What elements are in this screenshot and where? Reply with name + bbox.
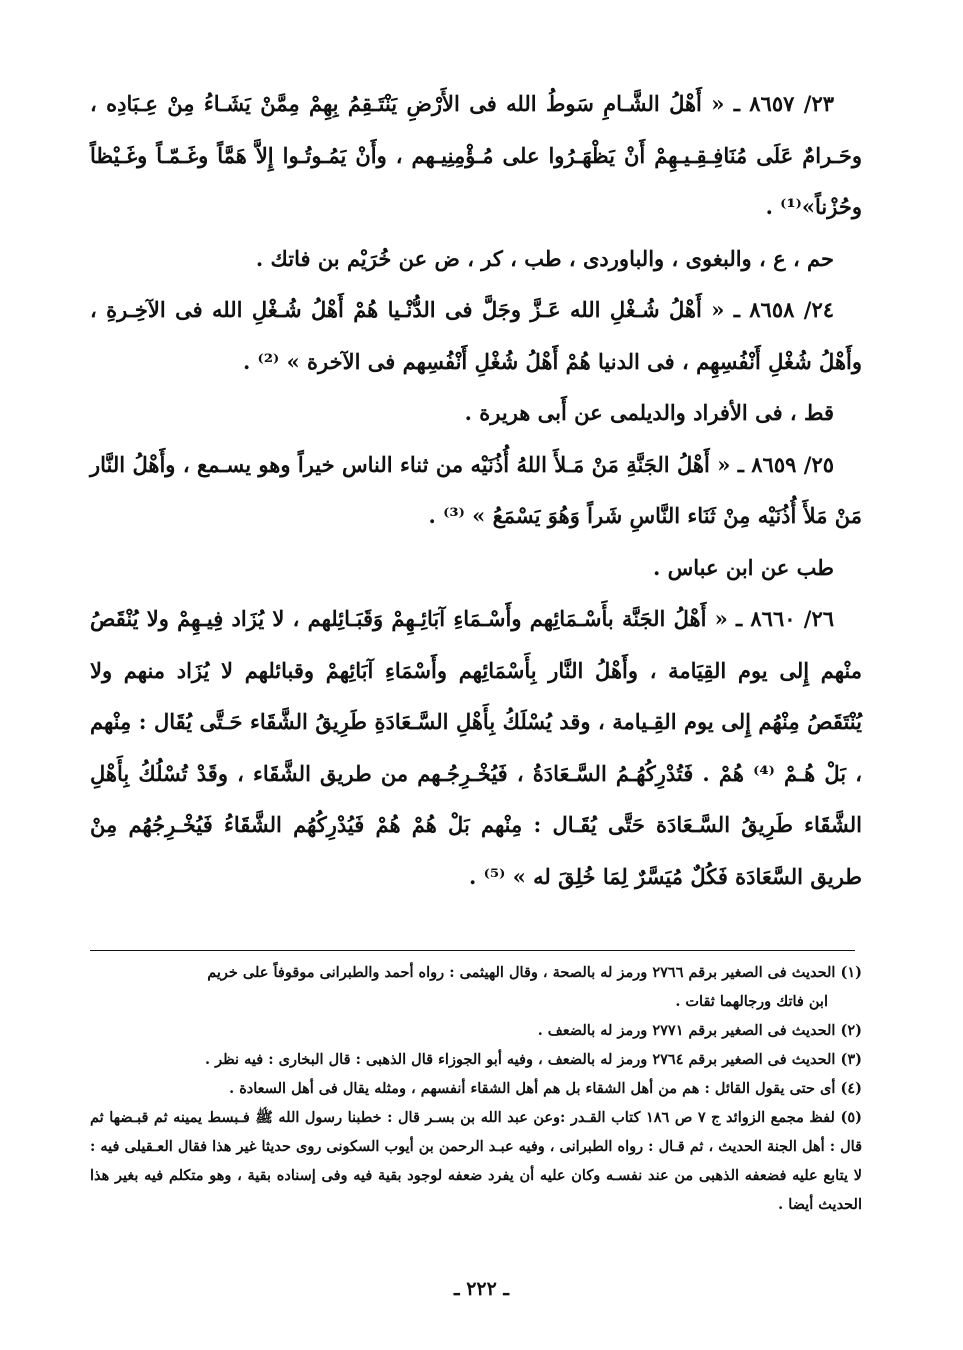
hadith-8657: ٢٣/ ٨٦٥٧ ـ « أَهْلُ الشَّـامِ سَوطُ الله فى الأَرْضِ يَنْتَـقِمُ بِهِمْ مِمَّنْ يَشَـاءُ مِنْ عِـبَادِه ، وحَـرامٌ عَلَى مُنَافِـقِـيـهِمْ أَنْ يَظْهَـرُوا على مُـؤْمِنِيـهم ، وأَنْ يَمُـوتُـوا إِلاَّ هَمَّاً وغَـمّـاً وغَـيْظاً وحُزْناً»⁽¹⁾ . (90, 91, 862, 219)
footnote-4: (٤) أى حتى يقول القائل : هم من أهل الشقاء بل هم أهل الشقاء أنفسهم ، ومثله يقال فى أهل السعادة . (229, 1080, 862, 1097)
main-text (90, 78, 862, 902)
footnote-3: (٣) الحديث فى الصغير برقم ٢٧٦٤ ورمز له بالضعف ، وفيه أبو الجوزاء قال الذهبى : قال البخارى : فيه نظر . (205, 1051, 862, 1068)
hadith-8659: ٢٥/ ٨٦٥٩ ـ « أَهْلُ الجَنَّةِ مَنْ مَـلأَ اللهُ أُذُنَيْه من ثناء الناس خيراً وهو يسـمع ، وأَهْلُ النَّار مَنْ مَلأَ أُذُنَيْه مِنْ ثَنَاء النَّاسِ شَراً وَهُوَ يَسْمَعُ » ⁽³⁾ . (90, 451, 862, 528)
hadith-source-8657: حم ، ع ، والبغوى ، والباوردى ، طب ، كر ، ض عن خُرَيْم بن فاتك . (255, 245, 834, 271)
hadith-source-8659: طب عن ابن عباس . (653, 554, 834, 580)
page-number: ـ ٢٢٢ ـ (454, 1278, 509, 1300)
footnote-1-continuation: ابن فاتك ورجالهما ثقات . (675, 993, 828, 1010)
hadith-8660: ٢٦/ ٨٦٦٠ ـ « أَهْلُ الجَنَّة بأَسْـمَائِهم وأَسْـمَاءِ آبَائِـهِمْ وَقَبَـائِلهم ، لا يُزَاد فِيـهِمْ ولا يُنْقَصُ منْهم إِلى يوم القِيَامة ، وأَهْلُ النَّار بِأَسْمَائِهم وأَسْمَاءِ آبَائِهمْ وقبائلهم لا يُزَاد منهم ولا يُنْتَقَصُ مِنْهُم إِلى يوم القِـيامة ، وقد يُسْلَكُ بِأَهْلِ السَّـعَادَةِ طَرِيقُ الشَّقَاء حَـتَّى يُقَال : مِنْهم ، بَلْ هُـمْ ⁽⁴⁾ هُمْ . فَتُدْرِكُهُـمُ السَّـعَادَةُ ، فَيُخْـرِجُـهم من طريق الشَّقَاء ، وقَدْ تُسْلُكُ بِأَهْلِ الشَّقَاء طَرِيقُ السَّـعَادَة حَتَّى يُقَـال : مِنْهم بَلْ هُمْ هُمْ فَيُدْرِكُهُم الشَّقَاءُ فَيُخْـرِجُهُم مِنْ طريق السَّعَادَة فَكُلٌ مُيَسَّرٌ لِمَا خُلِقَ له » ⁽⁵⁾ . (90, 606, 862, 889)
footnote-2: (٢) الحديث فى الصغير برقم ٢٧٧١ ورمز له بالضعف . (537, 1022, 862, 1039)
footnote-5: (٥) لفظ مجمع الزوائد ج ٧ ص ١٨٦ كتاب القـدر :وعن عبد الله بن بسـر قال : خطبنا رسول الله ﷺ فـبسط يمينه ثم قبـضها ثم قال : أهل الجنة الحديث ، ثم قـال : رواه الطبرانى ، وفيه عبـد الرحمن بن أيوب السكونى روى حديثا غير هذا فقال العـقيلى فيه : لا يتابع عليه فضعفه الذهبى من عند نفسـه وكان عليه أن يفرد ضعفه لوجود بقية فيه وفى إسناده بقية ، وهو متكلم فيه بغير هذا الحديث أيضا . (90, 1109, 862, 1213)
footnote-separator (90, 950, 855, 951)
footnote-1: (١) الحديث فى الصغير برقم ٢٧٦٦ ورمز له بالصحة ، وقال الهيثمى : رواه أحمد والطبرانى موقوفاً على خريم (207, 964, 862, 981)
hadith-8658: ٢٤/ ٨٦٥٨ ـ « أَهْلُ شُـغْلِ الله عَـزَّ وجَلَّ فى الدُّنْـيا هُمْ أَهْلُ شُـغْلِ الله فى الآخِـرةِ ، وأَهْلُ شُغْلِ أَنْفُسِهِم ، فى الدنيا هُمْ أَهْلُ شُغْلِ أَنْفُسِهم فى الآخرة » ⁽²⁾ . (90, 297, 862, 374)
hadith-source-8658: قط ، فى الأفراد والديلمى عن أَبى هريرة . (464, 400, 834, 425)
footnotes (90, 958, 862, 1219)
